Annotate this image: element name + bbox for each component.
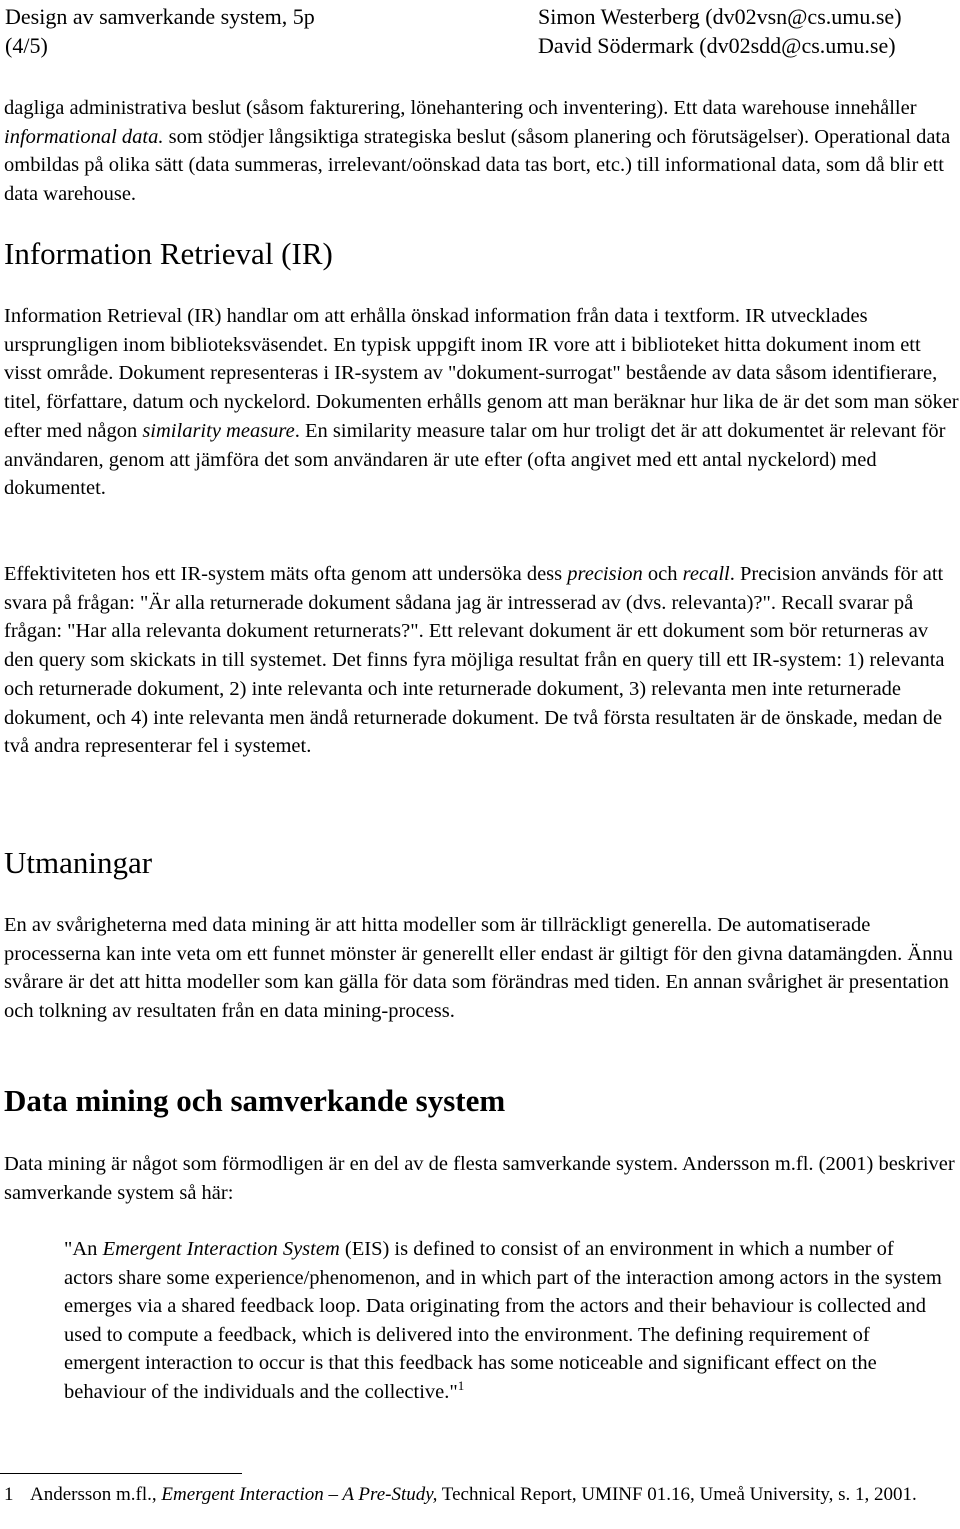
- ir-p2-text-2: och: [642, 563, 683, 585]
- ir-heading: Information Retrieval (IR): [4, 236, 333, 271]
- challenges-paragraph: En av svårigheterna med data mining är att hitta modeller som är tillräckligt generella. De automatiserade processerna kan inte veta om ett funnet mönster är generellt eller endast är giltigt för den givna datamängden. Ännu svårare är det att hitta modeller som kan gälla för data som förändras med tiden. En annan svårighet är presentation och tolkning av resultaten från en data mining-process.: [4, 914, 953, 1023]
- quote-emphasis: Emergent Interaction System: [102, 1238, 340, 1260]
- page-header: [5, 2, 958, 60]
- page-number: (4/5): [5, 33, 48, 58]
- challenges-heading: Utmaningar: [4, 845, 153, 880]
- ir-p2-emphasis-recall: recall: [682, 563, 730, 585]
- ir-p1-text-1: Information Retrieval (IR) handlar om att erhålla önskad information från data i textform. IR utvecklades ursprungligen inom biblioteksväsendet. En typisk uppgift inom IR vore att i biblioteket hitta dokument inom ett visst område. Dokument representeras i IR-system av "dokument-surrogat" bestående av data såsom identifierare, titel, författare, datum och nyckelord. Dokumenten erhålls genom att man beräknar hur lika de är det som man söker efter med någon: [4, 305, 959, 442]
- intro-text-1: dagliga administrativa beslut (såsom fakturering, lönehantering och inventering). Ett data warehouse innehåller: [4, 97, 917, 119]
- ir-p2-text-1: Effektiviteten hos ett IR-system mäts ofta genom att undersöka dess: [4, 563, 568, 585]
- ir-p2-text-3: . Precision används för att svara på frågan: "Är alla returnerade dokument sådana jag är intresserad av (dvs. relevanta)?". Recall svarar på frågan: "Har alla relevanta dokument returnerats?". Ett relevant dokument är ett dokument som bör returneras av den query som skickats in till systemet. Det finns fyra möjliga resultat från en query till ett IR-system: 1) relevanta och returnerade dokument, 2) inte relevanta och inte returnerade dokument, 3) relevanta men inte returnerade dokument, och 4) inte relevanta men ändå returnerade dokument. De två första resultaten är de önskade, medan de två andra representerar fel i systemet.: [4, 563, 945, 758]
- ir-p2-emphasis-precision: precision: [567, 563, 643, 585]
- ir-paragraph-1: [4, 302, 960, 503]
- ir-paragraph-2: [4, 560, 960, 761]
- footnote-text-1: Andersson m.fl.,: [30, 1484, 162, 1505]
- footnote-number: 1: [4, 1484, 14, 1505]
- intro-emphasis: informational data.: [4, 125, 164, 148]
- author-2: David Södermark (dv02sdd@cs.umu.se): [538, 33, 896, 58]
- footnote-reference[interactable]: 1: [457, 1377, 465, 1393]
- ir-p1-emphasis: similarity measure: [142, 419, 295, 442]
- footnote-emphasis: Emergent Interaction – A Pre-Study,: [161, 1484, 438, 1505]
- ir-p1-text-2: . En similarity measure talar om hur troligt det är att dokumentet är relevant för användaren, genom att jämföra det som användaren är ute efter (ofta angivet med ett antal nyckelord) med dokumentet.: [4, 419, 946, 500]
- intro-paragraph: [4, 94, 960, 209]
- footnote-divider: [0, 1473, 242, 1474]
- quote-text-1: "An: [64, 1238, 103, 1260]
- footnote-text-2: Technical Report, UMINF 01.16, Umeå University, s. 1, 2001.: [437, 1484, 917, 1505]
- intro-text-2: som stödjer långsiktiga strategiska beslut (såsom planering och förutsägelser). Operational data ombildas på olika sätt (data summeras, irrelevant/oönskad data tas bort, etc.) till informational data, som då blir ett data warehouse.: [4, 125, 951, 206]
- quote-text-2: (EIS) is defined to consist of an environment in which a number of actors share some experience/phenomenon, and in which part of the interaction among actors in the system emerges via a shared feedback loop. Data originating from the actors and their behaviour is collected and used to compute a feedback, which is delivered into the environment. The defining requirement of emergent interaction to occur is that this feedback has some noticeable and significant effect on the behaviour of the individuals and the collective.": [64, 1238, 942, 1403]
- dm-paragraph: Data mining är något som förmodligen är en del av de flesta samverkande system. Andersson m.fl. (2001) beskriver samverkande system så här:: [4, 1153, 955, 1204]
- block-quote: [64, 1235, 944, 1406]
- author-1: Simon Westerberg (dv02vsn@cs.umu.se): [538, 4, 902, 29]
- course-title: Design av samverkande system, 5p: [5, 4, 315, 29]
- footnote: [4, 1481, 954, 1509]
- dm-heading: Data mining och samverkande system: [4, 1083, 506, 1118]
